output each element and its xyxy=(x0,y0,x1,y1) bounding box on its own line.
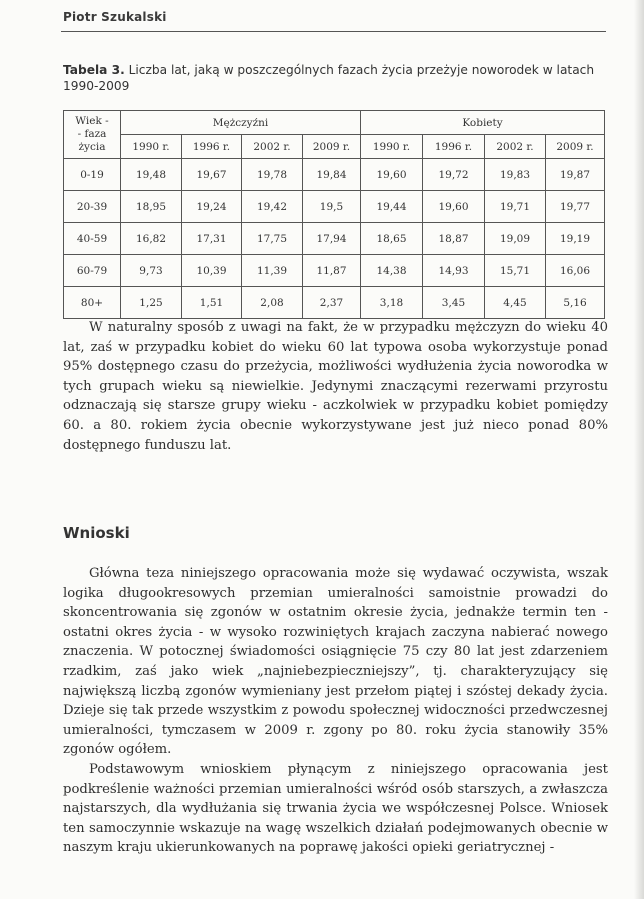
table-cell: 9,73 xyxy=(121,255,182,287)
year-header: 1996 r. xyxy=(182,135,242,159)
table-cell: 14,38 xyxy=(361,255,423,287)
table-caption xyxy=(63,62,608,94)
table-corner-age-phase xyxy=(64,111,121,159)
page-edge-shadow xyxy=(634,0,644,899)
table-cell: 19,83 xyxy=(485,159,546,191)
table-cell: 19,44 xyxy=(361,191,423,223)
year-header: 2009 r. xyxy=(546,135,605,159)
table-cell: 19,19 xyxy=(546,223,605,255)
corner-line: - faza xyxy=(77,128,107,140)
table-cell: 2,37 xyxy=(303,287,361,319)
table-cell: 17,94 xyxy=(303,223,361,255)
table-cell: 3,45 xyxy=(423,287,485,319)
table-cell: 19,78 xyxy=(242,159,303,191)
year-header: 1990 r. xyxy=(121,135,182,159)
table-cell: 19,5 xyxy=(303,191,361,223)
year-header: 2002 r. xyxy=(242,135,303,159)
age-group-cell: 40-59 xyxy=(64,223,121,255)
table-cell: 11,39 xyxy=(242,255,303,287)
age-group-cell: 20-39 xyxy=(64,191,121,223)
table-row xyxy=(64,159,605,191)
table-cell: 15,71 xyxy=(485,255,546,287)
table-cell: 19,84 xyxy=(303,159,361,191)
table-header-row-years xyxy=(64,135,605,159)
table-row xyxy=(64,223,605,255)
paragraph: W naturalny sposób z uwagi na fakt, że w przypadku mężczyzn do wieku 40 lat, zaś w przypadku kobiet do wieku 60 lat typowa osoba wykorzystuje ponad 95% dostępnego czasu do przeżycia, możliwości wydłużenia życia noworodka w tych grupach wieku są niewielkie. Jedynymi znaczącymi rezerwami przyrostu odznaczają się starsze grupy wieku - aczkolwiek w przypadku kobiet pomiędzy 60. a 80. rokiem życia obecnie wykorzystywane jest już nieco ponad 80% dostępnego funduszu lat. xyxy=(63,320,608,453)
table-cell: 19,71 xyxy=(485,191,546,223)
table-cell: 17,31 xyxy=(182,223,242,255)
table-cell: 2,08 xyxy=(242,287,303,319)
year-header: 2009 r. xyxy=(303,135,361,159)
table-cell: 16,82 xyxy=(121,223,182,255)
table-caption-label: Tabela 3. xyxy=(63,63,125,77)
table-row xyxy=(64,255,605,287)
header-rule xyxy=(61,31,606,32)
table-cell: 3,18 xyxy=(361,287,423,319)
table-row xyxy=(64,287,605,319)
table-cell: 10,39 xyxy=(182,255,242,287)
table-cell: 14,93 xyxy=(423,255,485,287)
header-men: Mężczyźni xyxy=(121,111,361,135)
header-women: Kobiety xyxy=(361,111,605,135)
table-cell: 19,60 xyxy=(423,191,485,223)
table-cell: 19,48 xyxy=(121,159,182,191)
table-row xyxy=(64,191,605,223)
table-cell: 19,87 xyxy=(546,159,605,191)
running-head-author: Piotr Szukalski xyxy=(63,10,167,24)
year-header: 1996 r. xyxy=(423,135,485,159)
body-text-block-2 xyxy=(63,564,608,858)
table-cell: 18,95 xyxy=(121,191,182,223)
age-group-cell: 0-19 xyxy=(64,159,121,191)
table-header-row-groups xyxy=(64,111,605,135)
paragraph: Główna teza niniejszego opracowania może się wydawać oczywista, wszak logika długookresowych przemian umieralności samoistnie prowadzi do skoncentrowania się zgonów w ostatnim okresie życia, jednakże termin ten - ostatni okres życia - w wysoko rozwiniętych krajach zaczyna nabierać nowego znaczenia. W potocznej świadomości osiągnięcie 75 czy 80 lat jest zdarzeniem rzadkim, zaś jako wiek „najniebezpieczniejszy”, tj. charakteryzujący się największą liczbą zgonów wymieniany jest przełom piątej i szóstej dekady życia. Dzieje się tak przede wszystkim z powodu społecznej widoczności przedwczesnej umieralności, tymczasem w 2009 r. zgony po 80. roku życia stanowiły 35% zgonów ogółem. xyxy=(63,566,608,758)
paragraph: Podstawowym wnioskiem płynącym z niniejszego opracowania jest podkreślenie ważności przemian umieralności wśród osób starszych, a zwłaszcza najstarszych, dla wydłużania się trwania życia we współczesnej Polsce. Wniosek ten samoczynnie wskazuje na wagę wszelkich działań podejmowanych obecnie w naszym kraju ukierunkowanych na poprawę jakości opieki geriatrycznej - xyxy=(63,761,608,856)
table-cell: 4,45 xyxy=(485,287,546,319)
table-cell: 5,16 xyxy=(546,287,605,319)
table-cell: 19,72 xyxy=(423,159,485,191)
corner-line: Wiek - xyxy=(75,115,109,127)
table-cell: 18,87 xyxy=(423,223,485,255)
age-group-cell: 60-79 xyxy=(64,255,121,287)
table-cell: 19,77 xyxy=(546,191,605,223)
table-cell: 16,06 xyxy=(546,255,605,287)
age-group-cell: 80+ xyxy=(64,287,121,319)
table-cell: 19,24 xyxy=(182,191,242,223)
table-cell: 19,42 xyxy=(242,191,303,223)
table-cell: 1,51 xyxy=(182,287,242,319)
table-cell: 19,60 xyxy=(361,159,423,191)
year-header: 1990 r. xyxy=(361,135,423,159)
table-cell: 18,65 xyxy=(361,223,423,255)
life-years-table xyxy=(63,110,605,319)
table-caption-text: Liczba lat, jaką w poszczególnych fazach życia przeżyje noworodek w latach 1990-2009 xyxy=(63,63,595,93)
table-cell: 19,09 xyxy=(485,223,546,255)
year-header: 2002 r. xyxy=(485,135,546,159)
body-text-block-1 xyxy=(63,318,608,455)
section-heading-conclusions: Wnioski xyxy=(63,524,130,542)
table-cell: 1,25 xyxy=(121,287,182,319)
table-cell: 19,67 xyxy=(182,159,242,191)
corner-line: życia xyxy=(78,141,106,153)
table-cell: 17,75 xyxy=(242,223,303,255)
table-cell: 11,87 xyxy=(303,255,361,287)
